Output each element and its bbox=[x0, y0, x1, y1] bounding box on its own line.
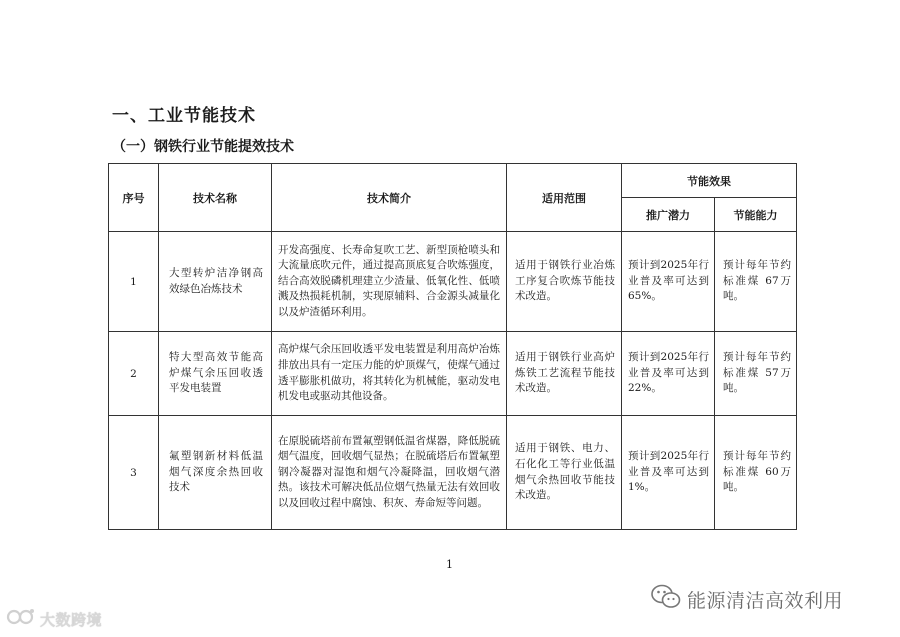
header-name: 技术名称 bbox=[159, 164, 272, 232]
watermark-account-name: 能源清洁高效利用 bbox=[687, 589, 844, 612]
wechat-icon bbox=[651, 584, 681, 614]
header-scope: 适用范围 bbox=[507, 164, 622, 232]
row-name: 氟塑钢新材料低温烟气深度余热回收技术 bbox=[169, 450, 263, 494]
subsection-title: （一）钢铁行业节能提效技术 bbox=[112, 139, 294, 155]
row-capacity: 预计每年节约标准煤 67万吨。 bbox=[723, 259, 791, 303]
row-name: 大型转炉洁净钢高效绿色冶炼技术 bbox=[169, 266, 263, 295]
table-row bbox=[109, 332, 797, 416]
header-effect: 节能效果 bbox=[622, 164, 797, 198]
row-no: 2 bbox=[109, 332, 159, 416]
technology-table bbox=[108, 163, 797, 530]
row-intro: 开发高强度、长寿命复吹工艺、新型顶枪喷头和大流量底吹元件，通过提高顶底复合吹炼强度，结合高效脱磷机理建立少渣量、低氧化性、低喷溅及热损耗机制，实现原辅料、合金源头减量化以及炉渣循环利用。 bbox=[278, 243, 500, 318]
row-potential: 预计到2025年行业普及率可达到1%。 bbox=[628, 450, 709, 494]
row-name: 特大型高效节能高炉煤气余压回收透平发电装置 bbox=[169, 351, 263, 395]
watermark-brand-name: 大数跨境 bbox=[40, 610, 103, 629]
row-scope: 适用于钢铁、电力、石化化工等行业低温烟气余热回收节能技术改造。 bbox=[515, 442, 615, 502]
row-potential: 预计到2025年行业普及率可达到65%。 bbox=[628, 259, 709, 303]
row-intro: 在原脱硫塔前布置氟塑钢低温省煤器，降低脱硫烟气温度，回收烟气显热；在脱硫塔后布置氟塑钢冷凝器对湿饱和烟气冷凝降温，回收烟气潜热。该技术可解决低品位烟气热量无法有效回收以及回收过程中腐蚀、积灰、寿命短等问题。 bbox=[278, 434, 500, 509]
watermark-logo bbox=[6, 606, 102, 632]
row-scope: 适用于钢铁行业冶炼工序复合吹炼节能技术改造。 bbox=[515, 259, 615, 303]
header-no: 序号 bbox=[109, 164, 159, 232]
row-capacity: 预计每年节约标准煤 60万吨。 bbox=[723, 450, 791, 494]
header-intro: 技术简介 bbox=[272, 164, 507, 232]
row-no: 3 bbox=[109, 416, 159, 530]
brand-logo-icon bbox=[6, 606, 36, 632]
header-capacity: 节能能力 bbox=[715, 198, 797, 232]
header-potential: 推广潜力 bbox=[622, 198, 715, 232]
row-potential: 预计到2025年行业普及率可达到22%。 bbox=[628, 351, 709, 395]
row-scope: 适用于钢铁行业高炉炼铁工艺流程节能技术改造。 bbox=[515, 351, 615, 395]
row-intro: 高炉煤气余压回收透平发电装置是利用高炉冶炼排放出具有一定压力能的炉顶煤气，使煤气通过透平膨胀机做功，将其转化为机械能，驱动发电机发电或驱动其他设备。 bbox=[278, 343, 500, 403]
page-number: 1 bbox=[446, 558, 453, 571]
row-no: 1 bbox=[109, 232, 159, 332]
section-title: 一、工业节能技术 bbox=[112, 106, 256, 126]
row-capacity: 预计每年节约标准煤 57万吨。 bbox=[723, 351, 791, 395]
table-row bbox=[109, 416, 797, 530]
watermark-wechat bbox=[651, 584, 843, 614]
table-row bbox=[109, 232, 797, 332]
